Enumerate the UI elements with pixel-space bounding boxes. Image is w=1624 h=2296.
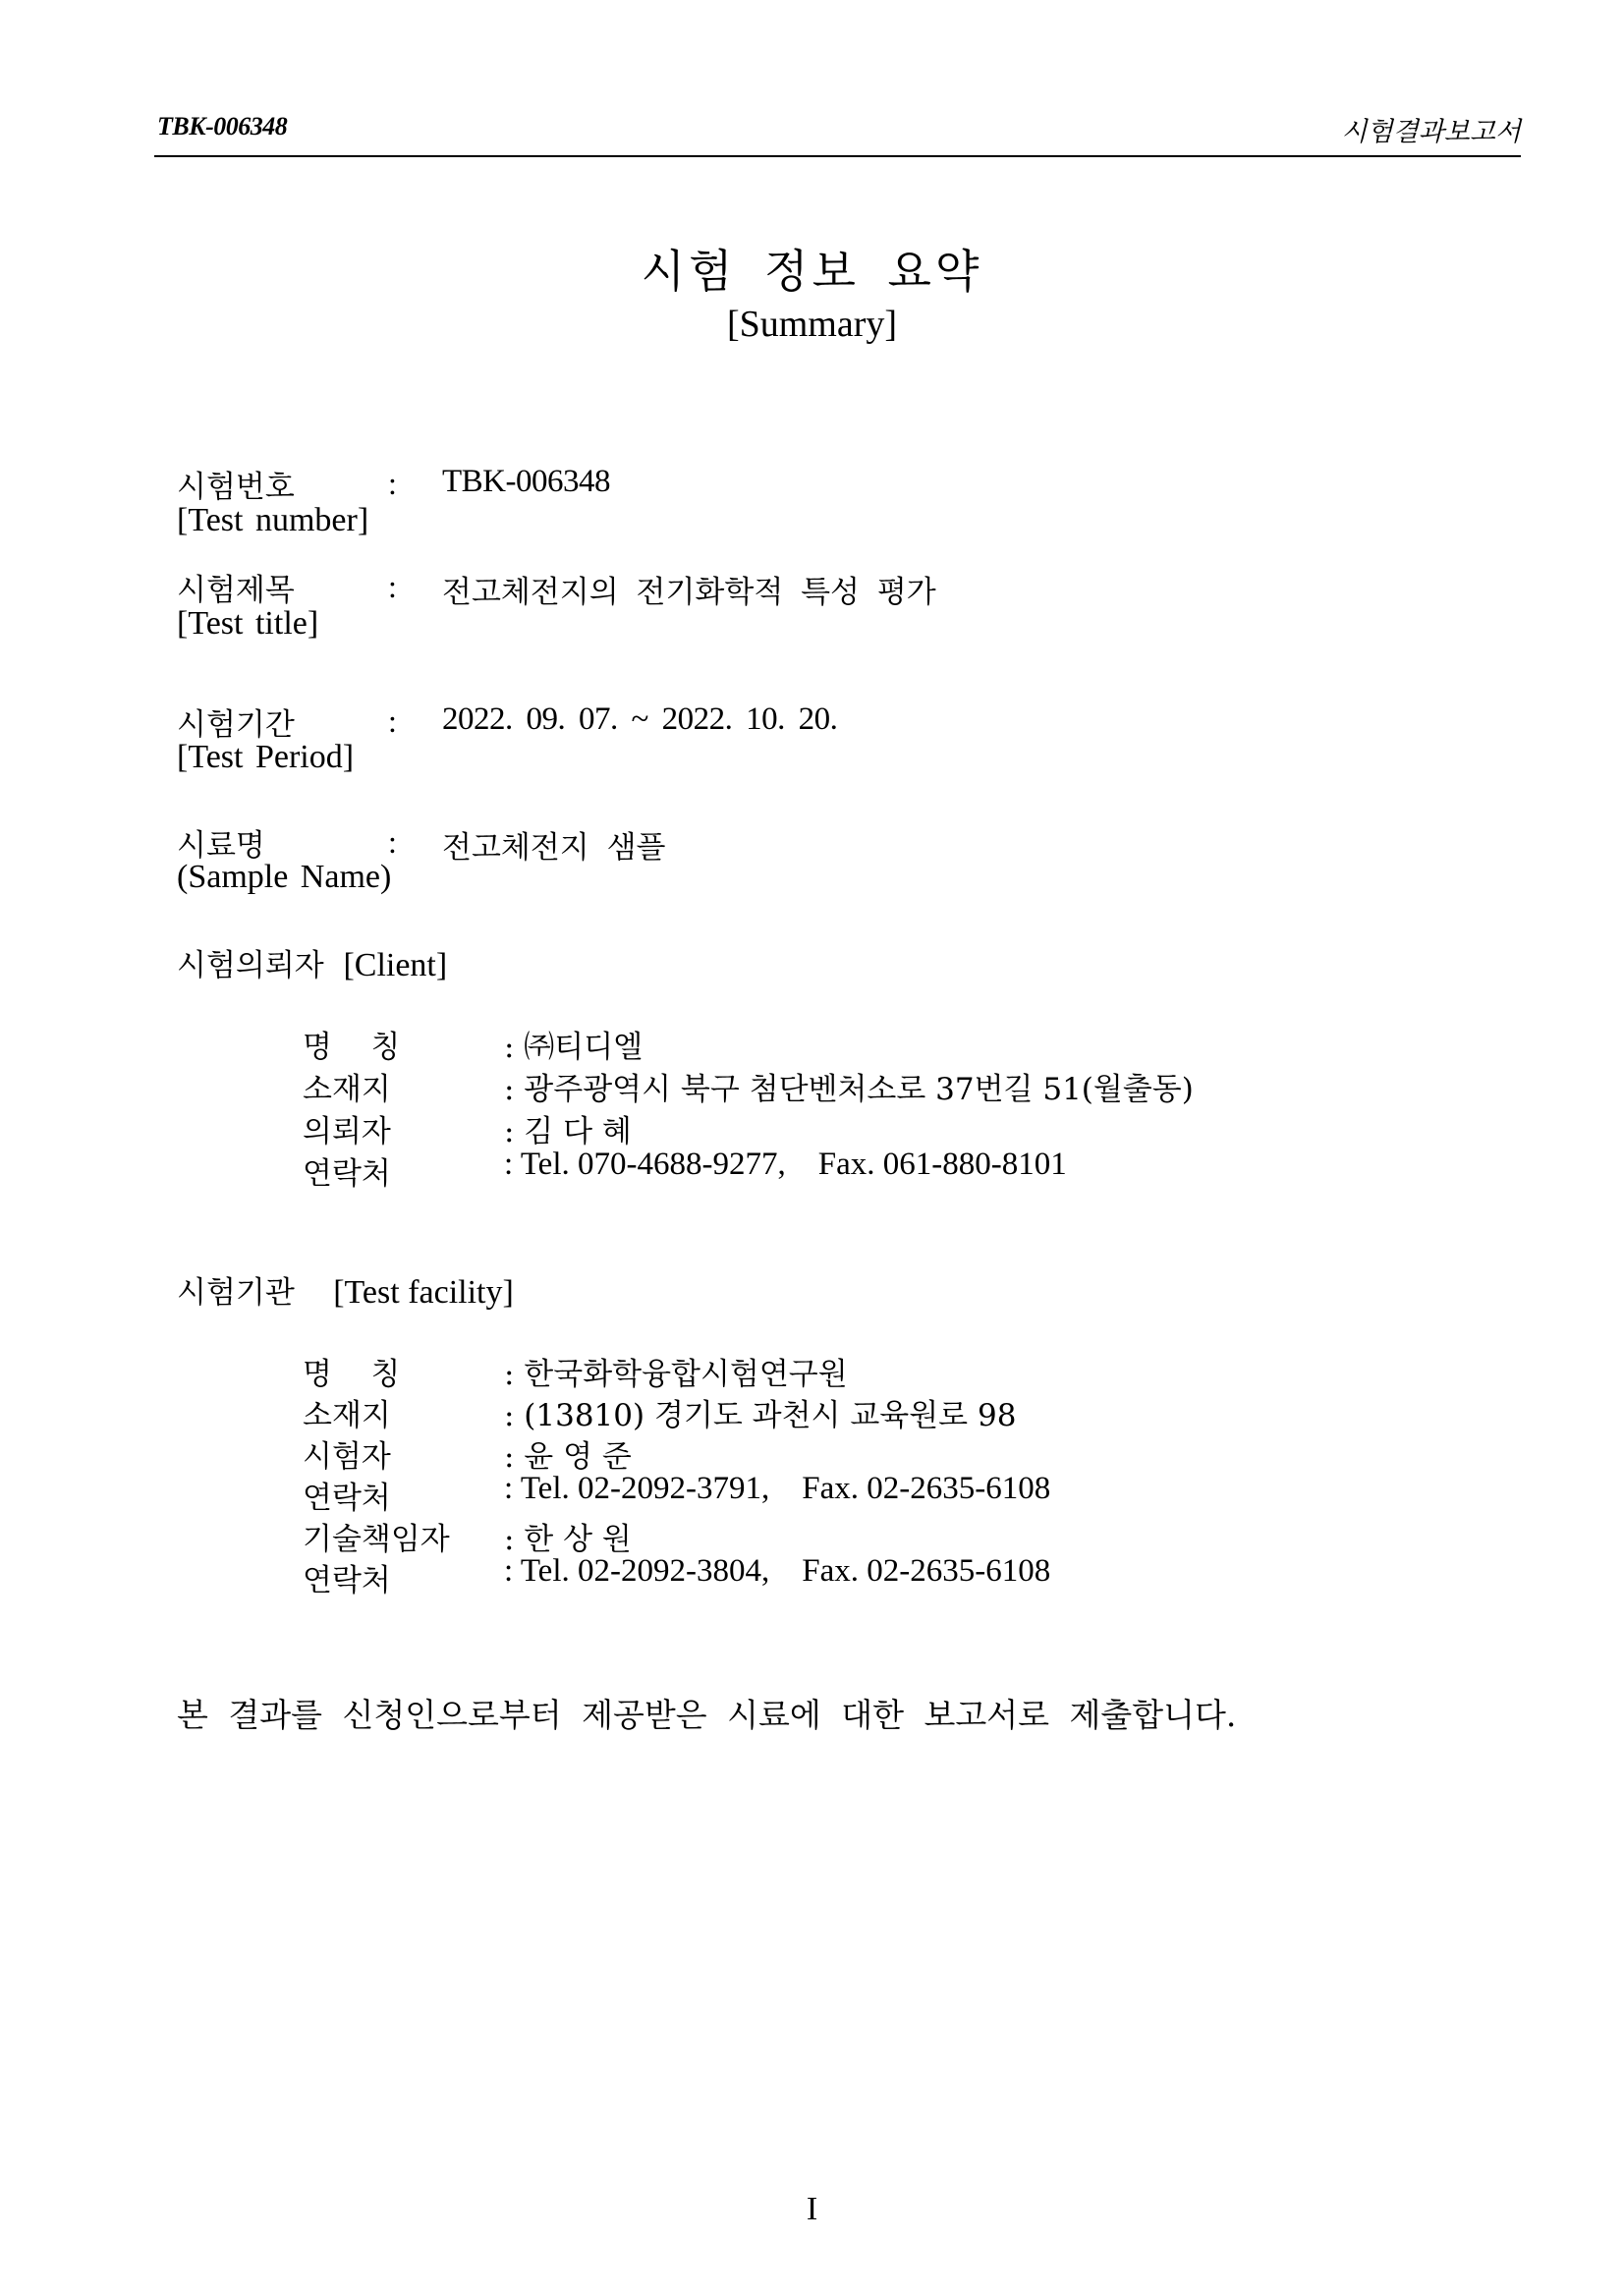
facility-name-label: 명 칭: [303, 1357, 401, 1392]
sample-name-colon: :: [388, 824, 397, 860]
technical-manager-contact-value: : Tel. 02-2092-3804, Fax. 02-2635-6108: [504, 1553, 1051, 1589]
page-number: I: [806, 2191, 818, 2227]
facility-contact-value: : Tel. 02-2092-3791, Fax. 02-2635-6108: [504, 1471, 1051, 1506]
client-address-value: : 광주광역시 북구 첨단벤처소로 37번길 51(월출동): [504, 1072, 1194, 1107]
test-title-label-en: [Test title]: [177, 605, 319, 642]
facility-address-label: 소재지: [303, 1398, 391, 1433]
client-heading-en: [Client]: [343, 947, 448, 983]
sample-name-label: 시료명: [177, 828, 265, 864]
facility-tester-value: : 윤 영 준: [504, 1439, 632, 1475]
test-number-label-en: [Test number]: [177, 502, 369, 538]
test-title-colon: :: [388, 569, 397, 604]
technical-manager-contact-label: 연락처: [303, 1563, 391, 1598]
sample-name-value: 전고체전지 샘플: [442, 830, 666, 866]
facility-heading-ko: 시험기관: [177, 1275, 295, 1311]
report-number-header: TBK-006348: [157, 112, 288, 140]
facility-address-value: : (13810) 경기도 과천시 교육원로 98: [504, 1398, 1017, 1433]
test-number-colon: :: [388, 466, 397, 501]
sample-name-label-en: (Sample Name): [177, 859, 392, 895]
client-contact-label: 연락처: [303, 1156, 391, 1192]
client-requester-value: : 김 다 혜: [504, 1114, 632, 1149]
client-address-label: 소재지: [303, 1072, 391, 1107]
page-subtitle: [Summary]: [726, 304, 898, 345]
facility-contact-label: 연락처: [303, 1481, 391, 1516]
client-contact-value: : Tel. 070-4688-9277, Fax. 061-880-8101: [504, 1147, 1067, 1182]
test-number-value: TBK-006348: [442, 464, 610, 499]
page-title: 시험 정보 요약: [641, 245, 983, 298]
client-heading: [177, 940, 447, 984]
test-period-label-en: [Test Period]: [177, 739, 355, 775]
test-title-value: 전고체전지의 전기화학적 특성 평가: [442, 575, 936, 610]
facility-heading: [177, 1267, 514, 1312]
test-period-label: 시험기간: [177, 707, 295, 743]
test-number-label: 시험번호: [177, 470, 295, 505]
technical-manager-value: : 한 상 원: [504, 1522, 632, 1557]
client-heading-ko: 시험의뢰자: [177, 948, 324, 983]
test-period-colon: :: [388, 703, 397, 739]
header-divider: [154, 155, 1521, 157]
test-title-label: 시험제목: [177, 573, 295, 608]
submission-statement: 본 결과를 신청인으로부터 제공받은 시료에 대한 보고서로 제출합니다.: [177, 1696, 1237, 1734]
test-period-value: 2022. 09. 07. ~ 2022. 10. 20.: [442, 701, 838, 737]
facility-name-value: : 한국화학융합시험연구원: [504, 1357, 848, 1392]
client-name-value: : ㈜티디엘: [504, 1030, 644, 1065]
report-type-header: 시험결과보고서: [1341, 117, 1521, 147]
facility-tester-label: 시험자: [303, 1439, 391, 1475]
client-requester-label: 의뢰자: [303, 1114, 391, 1149]
facility-heading-en: [Test facility]: [333, 1274, 514, 1311]
technical-manager-label: 기술책임자: [303, 1522, 450, 1557]
client-name-label: 명 칭: [303, 1030, 401, 1065]
